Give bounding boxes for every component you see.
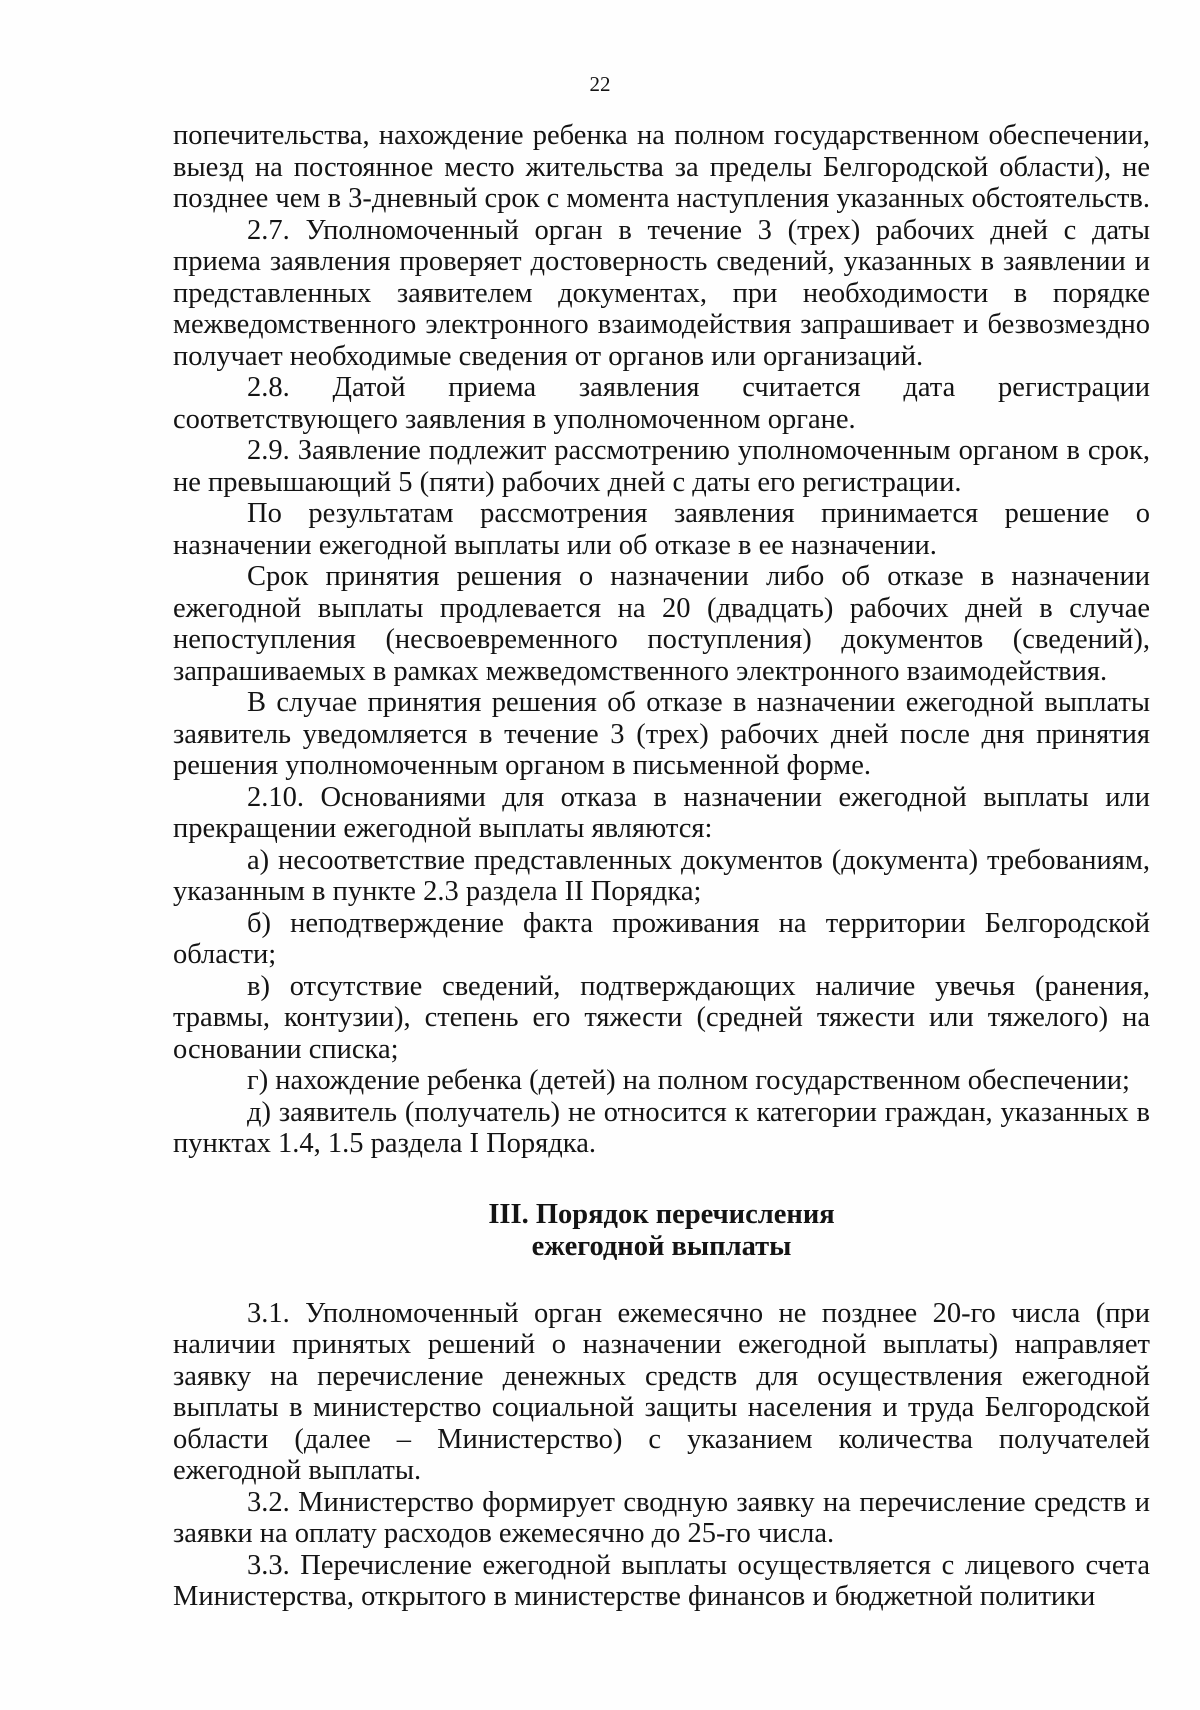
paragraph: попечительства, нахождение ребенка на полном государственном обеспечении, выезд на постоянное место жительства за пределы Белгородской области), не позднее чем в 3-дневный срок с момента наступления указанных обстоятельств. — [173, 120, 1150, 214]
document-body — [173, 120, 1150, 1613]
paragraph: По результатам рассмотрения заявления принимается решение о назначении ежегодной выплаты или об отказе в ее назначении. — [173, 498, 1150, 561]
list-item-a: а) несоответствие представленных документов (документа) требованиям, указанным в пункте 2.3 раздела II Порядка; — [173, 844, 1150, 907]
page-number: 22 — [589, 72, 611, 96]
paragraph-2-8: 2.8. Датой приема заявления считается дата регистрации соответствующего заявления в уполномоченном органе. — [173, 372, 1150, 435]
paragraph-3-2: 3.2. Министерство формирует сводную заявку на перечисление средств и заявки на оплату расходов ежемесячно до 25-го числа. — [173, 1486, 1150, 1549]
paragraph: В случае принятия решения об отказе в назначении ежегодной выплаты заявитель уведомляется в течение 3 (трех) рабочих дней после дня принятия решения уполномоченным органом в письменной форме. — [173, 687, 1150, 781]
section-title — [173, 1199, 1150, 1263]
list-item-v: в) отсутствие сведений, подтверждающих наличие увечья (ранения, травмы, контузии), степень его тяжести (средней тяжести или тяжелого) на основании списка; — [173, 970, 1150, 1065]
paragraph-2-7: 2.7. Уполномоченный орган в течение 3 (трех) рабочих дней с даты приема заявления проверяет достоверность сведений, указанных в заявлении и представленных заявителем документах, при необходимости в порядке межведомственного электронного взаимодействия запрашивает и безвозмездно получает необходимые сведения от органов или организаций. — [173, 214, 1150, 372]
section-title-line-1: III. Порядок перечисления — [488, 1198, 835, 1230]
list-item-b: б) неподтверждение факта проживания на территории Белгородской области; — [173, 907, 1150, 970]
list-item-d: д) заявитель (получатель) не относится к категории граждан, указанных в пунктах 1.4, 1.5 раздела I Порядка. — [173, 1096, 1150, 1159]
list-item-g: г) нахождение ребенка (детей) на полном государственном обеспечении; — [247, 1065, 1130, 1096]
paragraph-3-3: 3.3. Перечисление ежегодной выплаты осуществляется с лицевого счета Министерства, открытого в министерстве финансов и бюджетной политики — [173, 1549, 1150, 1612]
paragraph-3-1: 3.1. Уполномоченный орган ежемесячно не позднее 20-го числа (при наличии принятых решений о назначении ежегодной выплаты) направляет заявку на перечисление денежных средств для осуществления ежегодной выплаты в министерство социальной защиты населения и труда Белгородской области (далее – Министерство) с указанием количества получателей ежегодной выплаты. — [173, 1297, 1150, 1486]
paragraph: Срок принятия решения о назначении либо об отказе в назначении ежегодной выплаты продлевается на 20 (двадцать) рабочих дней в случае непоступления (несвоевременного поступления) документов (сведений), запрашиваемых в рамках межведомственного электронного взаимодействия. — [173, 561, 1150, 687]
paragraph-2-9: 2.9. Заявление подлежит рассмотрению уполномоченным органом в срок, не превышающий 5 (пяти) рабочих дней с даты его регистрации. — [173, 435, 1150, 498]
paragraph-2-10: 2.10. Основаниями для отказа в назначении ежегодной выплаты или прекращении ежегодной выплаты являются: — [173, 781, 1150, 844]
section-title-line-2: ежегодной выплаты — [531, 1230, 792, 1262]
